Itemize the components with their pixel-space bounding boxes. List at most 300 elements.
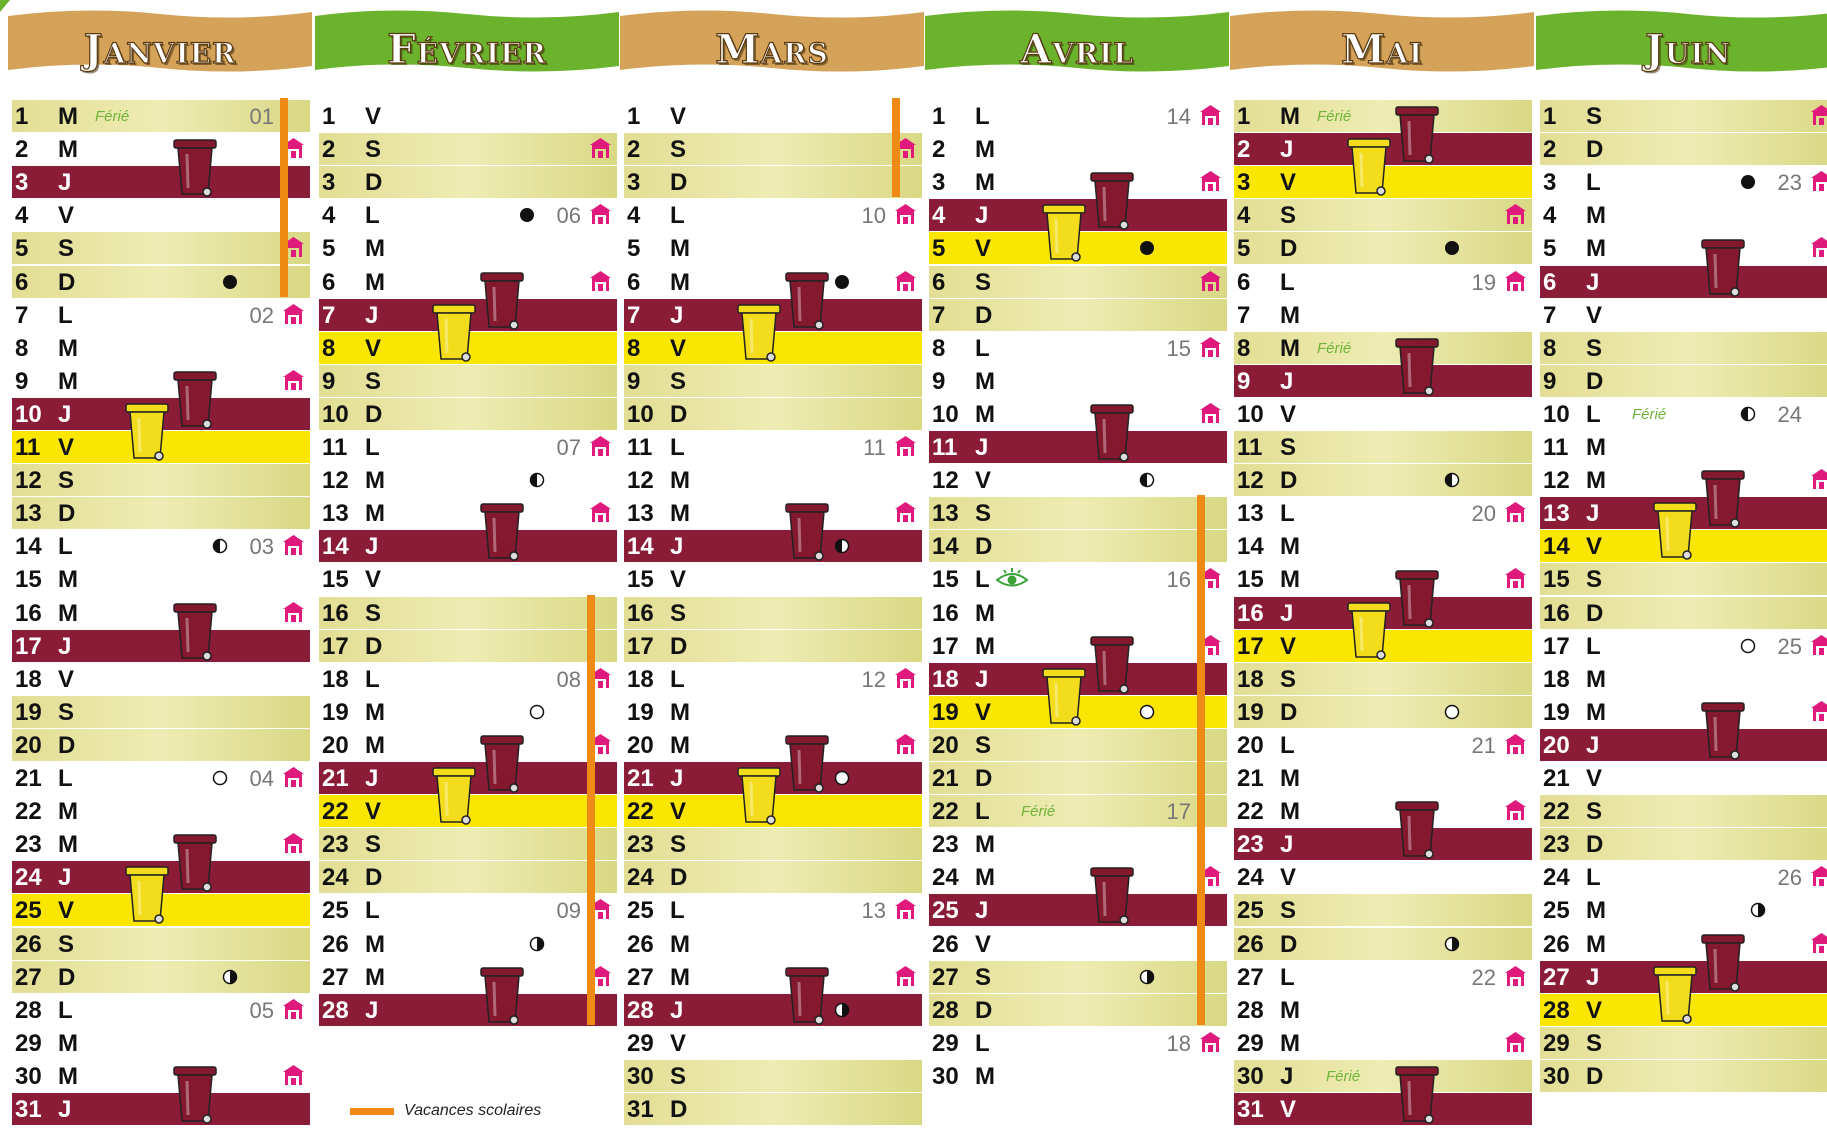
day-row[interactable]: [12, 1060, 310, 1092]
day-row[interactable]: [624, 663, 922, 695]
day-row[interactable]: [624, 597, 922, 629]
day-row[interactable]: [12, 166, 310, 198]
weekday-letter: L: [1280, 500, 1295, 528]
day-row[interactable]: [929, 166, 1227, 198]
day-row[interactable]: [1540, 894, 1827, 926]
day-row[interactable]: [319, 861, 617, 893]
day-row[interactable]: [624, 133, 922, 165]
day-number: 25: [15, 897, 42, 925]
day-number: 6: [932, 268, 946, 296]
last-quarter-moon-icon: [1750, 902, 1766, 918]
weekday-letter: M: [1586, 897, 1606, 925]
day-row[interactable]: [929, 133, 1227, 165]
week-number: 01: [249, 104, 274, 129]
weekday-letter: M: [1280, 1029, 1300, 1057]
first-quarter-moon-icon: [1139, 472, 1155, 488]
day-row[interactable]: [1540, 365, 1827, 397]
weekday-letter: J: [670, 301, 684, 329]
weekday-letter: L: [975, 1029, 990, 1057]
day-row[interactable]: [12, 332, 310, 364]
day-row[interactable]: [1234, 994, 1532, 1026]
day-row[interactable]: [624, 729, 922, 761]
day-row[interactable]: [1540, 1027, 1827, 1059]
day-number: 12: [15, 467, 42, 495]
day-row[interactable]: [319, 133, 617, 165]
day-row[interactable]: [319, 530, 617, 562]
day-row[interactable]: [624, 894, 922, 926]
market-stall-icon: [1810, 236, 1827, 258]
weekday-letter: M: [58, 334, 78, 362]
day-row[interactable]: [929, 497, 1227, 529]
day-row[interactable]: [1540, 299, 1827, 331]
day-row[interactable]: [319, 166, 617, 198]
day-row[interactable]: [1234, 431, 1532, 463]
day-row[interactable]: [929, 1027, 1227, 1059]
weekday-letter: J: [975, 202, 989, 230]
day-row[interactable]: [1234, 696, 1532, 728]
day-number: 26: [932, 930, 959, 958]
day-number: 23: [1543, 831, 1570, 859]
day-row[interactable]: [624, 563, 922, 595]
day-row[interactable]: [929, 894, 1227, 926]
weekday-letter: S: [58, 467, 75, 495]
day-row[interactable]: [624, 266, 922, 298]
day-row[interactable]: [1234, 894, 1532, 926]
purple-trash-bin-icon: [1394, 1065, 1440, 1125]
day-number: 14: [932, 533, 959, 561]
day-number: 18: [1237, 665, 1264, 693]
day-row[interactable]: [12, 266, 310, 298]
market-stall-icon: [1504, 965, 1527, 987]
day-row[interactable]: [624, 431, 922, 463]
day-row[interactable]: [319, 994, 617, 1026]
day-row[interactable]: [12, 563, 310, 595]
week-number: 08: [556, 666, 581, 692]
holiday-label: Férié: [1326, 1067, 1361, 1085]
day-row[interactable]: [12, 663, 310, 695]
day-row[interactable]: [12, 464, 310, 496]
market-stall-icon: [1810, 700, 1827, 722]
weekday-letter: D: [975, 765, 993, 792]
day-number: 13: [1237, 500, 1264, 528]
day-row[interactable]: [1540, 232, 1827, 264]
yellow-trash-bin-icon: [124, 865, 170, 925]
day-row[interactable]: [12, 597, 310, 629]
day-row[interactable]: [929, 597, 1227, 629]
weekday-letter: M: [1280, 301, 1300, 329]
purple-trash-bin-icon: [1089, 635, 1135, 695]
day-row[interactable]: [929, 961, 1227, 993]
day-row[interactable]: [12, 100, 310, 132]
weekday-letter: M: [1280, 103, 1300, 130]
purple-trash-bin-icon: [479, 966, 525, 1026]
day-number: 21: [627, 765, 654, 792]
market-stall-icon: [894, 270, 917, 292]
market-stall-icon: [1199, 104, 1222, 126]
day-number: 2: [1237, 136, 1251, 164]
day-number: 5: [627, 235, 641, 263]
weekday-letter: M: [365, 731, 385, 759]
weekday-letter: D: [670, 400, 688, 428]
weekday-letter: D: [58, 500, 76, 528]
day-row[interactable]: [624, 497, 922, 529]
day-number: 26: [1543, 930, 1570, 958]
day-row[interactable]: [1540, 332, 1827, 364]
day-row[interactable]: [319, 464, 617, 496]
purple-trash-bin-icon: [172, 833, 218, 893]
day-row[interactable]: [1234, 299, 1532, 331]
weekday-letter: L: [670, 434, 685, 461]
day-row[interactable]: [1540, 133, 1827, 165]
day-row[interactable]: [319, 266, 617, 298]
weekday-letter: D: [975, 301, 993, 329]
day-row[interactable]: [319, 630, 617, 662]
day-number: 13: [322, 500, 349, 528]
week-number: 16: [1166, 567, 1191, 593]
day-row[interactable]: [1540, 199, 1827, 231]
day-row[interactable]: [12, 696, 310, 728]
day-row[interactable]: [319, 663, 617, 695]
day-row[interactable]: [624, 961, 922, 993]
day-number: 29: [1543, 1029, 1570, 1057]
day-row[interactable]: [1234, 232, 1532, 264]
day-number: 19: [322, 698, 349, 726]
day-row[interactable]: [929, 861, 1227, 893]
weekday-letter: M: [365, 930, 385, 958]
day-row[interactable]: [12, 299, 310, 331]
day-row[interactable]: [319, 828, 617, 860]
market-stall-icon: [894, 435, 917, 457]
weekday-letter: S: [1280, 202, 1297, 230]
day-row[interactable]: [12, 199, 310, 231]
day-row[interactable]: [12, 928, 310, 960]
day-row[interactable]: [12, 133, 310, 165]
day-row[interactable]: [929, 1060, 1227, 1092]
day-row[interactable]: [1234, 1093, 1532, 1125]
day-row[interactable]: [319, 928, 617, 960]
day-row[interactable]: [1540, 762, 1827, 794]
day-row[interactable]: [929, 398, 1227, 430]
day-row[interactable]: [319, 365, 617, 397]
day-row[interactable]: [1234, 497, 1532, 529]
month-name: Mai: [1340, 26, 1424, 73]
day-row[interactable]: [1234, 398, 1532, 430]
week-number: 23: [1777, 170, 1802, 196]
market-stall-icon: [1810, 104, 1827, 126]
weekday-letter: L: [670, 202, 685, 230]
weekday-letter: V: [1280, 632, 1297, 660]
day-row[interactable]: [1540, 266, 1827, 298]
day-row[interactable]: [1540, 166, 1827, 198]
purple-trash-bin-icon: [1394, 105, 1440, 165]
day-number: 12: [1237, 467, 1264, 495]
weekday-letter: J: [975, 897, 989, 925]
weekday-letter: D: [1586, 1062, 1604, 1090]
day-row[interactable]: [1540, 630, 1827, 662]
market-stall-icon: [589, 270, 612, 292]
day-row[interactable]: [1234, 1060, 1532, 1092]
day-row[interactable]: [929, 762, 1227, 794]
day-row[interactable]: [624, 1093, 922, 1125]
day-row[interactable]: [12, 795, 310, 827]
day-row[interactable]: [1540, 398, 1827, 430]
weekday-letter: S: [365, 599, 382, 627]
weekday-letter: M: [670, 698, 690, 726]
day-row[interactable]: [929, 994, 1227, 1026]
weekday-letter: J: [975, 434, 989, 461]
weekday-letter: V: [1586, 765, 1603, 792]
day-row[interactable]: [1540, 1060, 1827, 1092]
weekday-letter: V: [365, 798, 382, 826]
day-row[interactable]: [1234, 928, 1532, 960]
weekday-letter: S: [670, 367, 687, 395]
day-row[interactable]: [12, 994, 310, 1026]
market-stall-icon: [282, 601, 305, 623]
day-row[interactable]: [1234, 563, 1532, 595]
weekday-letter: J: [1280, 367, 1294, 395]
day-number: 12: [627, 467, 654, 495]
day-row[interactable]: [319, 398, 617, 430]
day-number: 14: [1237, 533, 1264, 561]
day-row[interactable]: [1234, 332, 1532, 364]
day-row[interactable]: [1540, 597, 1827, 629]
day-row[interactable]: [1234, 663, 1532, 695]
day-row[interactable]: [12, 1093, 310, 1125]
day-number: 7: [1237, 301, 1251, 329]
day-row[interactable]: [624, 100, 922, 132]
day-row[interactable]: [929, 464, 1227, 496]
weekday-letter: S: [670, 831, 687, 859]
last-quarter-moon-icon: [222, 969, 238, 985]
day-row[interactable]: [624, 365, 922, 397]
day-row[interactable]: [319, 497, 617, 529]
day-row[interactable]: [624, 199, 922, 231]
day-number: 1: [932, 103, 946, 130]
day-row[interactable]: [12, 530, 310, 562]
weekday-letter: L: [365, 434, 380, 461]
day-number: 22: [1543, 798, 1570, 826]
day-row[interactable]: [624, 398, 922, 430]
day-row[interactable]: [624, 994, 922, 1026]
day-row[interactable]: [624, 630, 922, 662]
market-stall-icon: [282, 534, 305, 556]
day-row[interactable]: [1540, 696, 1827, 728]
day-number: 5: [15, 235, 29, 263]
day-row[interactable]: [12, 630, 310, 662]
day-row[interactable]: [1234, 861, 1532, 893]
day-row[interactable]: [624, 1060, 922, 1092]
weekday-letter: M: [365, 235, 385, 263]
day-row[interactable]: [12, 497, 310, 529]
market-stall-icon: [894, 898, 917, 920]
weekday-letter: M: [1586, 235, 1606, 263]
weekday-letter: V: [1280, 400, 1297, 428]
market-stall-icon: [1504, 501, 1527, 523]
day-row[interactable]: [319, 232, 617, 264]
day-number: 30: [932, 1062, 959, 1090]
day-row[interactable]: [1540, 729, 1827, 761]
yellow-trash-bin-icon: [1346, 601, 1392, 661]
weekday-letter: J: [58, 1096, 72, 1123]
month-banner-1: [315, 8, 619, 74]
day-number: 21: [1237, 765, 1264, 792]
day-number: 25: [932, 897, 959, 925]
weekday-letter: D: [1280, 467, 1298, 495]
day-row[interactable]: [929, 630, 1227, 662]
day-row[interactable]: [319, 961, 617, 993]
market-stall-icon: [1504, 270, 1527, 292]
day-number: 17: [932, 632, 959, 660]
weekday-letter: J: [365, 533, 379, 561]
day-row[interactable]: [624, 464, 922, 496]
day-row[interactable]: [624, 696, 922, 728]
day-row[interactable]: [1234, 365, 1532, 397]
day-row[interactable]: [1540, 563, 1827, 595]
weekday-letter: D: [670, 169, 688, 197]
weekday-letter: M: [365, 268, 385, 296]
day-row[interactable]: [929, 299, 1227, 331]
day-row[interactable]: [1234, 795, 1532, 827]
day-number: 23: [932, 831, 959, 859]
market-stall-icon: [1504, 203, 1527, 225]
day-number: 30: [1237, 1062, 1264, 1090]
day-row[interactable]: [319, 894, 617, 926]
day-row[interactable]: [929, 100, 1227, 132]
day-row[interactable]: [624, 166, 922, 198]
day-row[interactable]: [929, 795, 1227, 827]
day-row[interactable]: [929, 563, 1227, 595]
weekday-letter: M: [58, 103, 78, 130]
market-stall-icon: [1199, 170, 1222, 192]
day-number: 18: [627, 665, 654, 693]
day-row[interactable]: [12, 232, 310, 264]
weekday-letter: M: [975, 632, 995, 660]
day-row[interactable]: [12, 762, 310, 794]
day-row[interactable]: [929, 928, 1227, 960]
weekday-letter: V: [670, 103, 687, 130]
market-stall-icon: [1504, 567, 1527, 589]
day-row[interactable]: [319, 100, 617, 132]
day-number: 16: [627, 599, 654, 627]
day-row[interactable]: [319, 199, 617, 231]
day-number: 28: [15, 996, 42, 1024]
day-number: 24: [627, 864, 654, 892]
day-row[interactable]: [1234, 100, 1532, 132]
day-row[interactable]: [12, 961, 310, 993]
yellow-trash-bin-icon: [1346, 137, 1392, 197]
weekday-letter: M: [1280, 533, 1300, 561]
weekday-letter: M: [975, 599, 995, 627]
day-row[interactable]: [319, 563, 617, 595]
day-number: 31: [1237, 1096, 1264, 1123]
day-row[interactable]: [624, 828, 922, 860]
week-number: 14: [1166, 104, 1191, 129]
market-stall-icon: [589, 203, 612, 225]
weekday-letter: V: [58, 202, 75, 230]
day-row[interactable]: [624, 530, 922, 562]
day-row[interactable]: [1540, 861, 1827, 893]
month-name: Juin: [1644, 26, 1732, 73]
week-number: 12: [861, 666, 886, 692]
weekday-letter: L: [975, 798, 990, 826]
weekday-letter: J: [58, 864, 72, 892]
day-row[interactable]: [1540, 464, 1827, 496]
day-row[interactable]: [1234, 1027, 1532, 1059]
weekday-letter: L: [670, 665, 685, 693]
day-number: 3: [15, 169, 29, 197]
month-name: Janvier: [83, 26, 237, 73]
full-moon-icon: [529, 704, 545, 720]
day-row[interactable]: [929, 332, 1227, 364]
day-row[interactable]: [624, 861, 922, 893]
day-row[interactable]: [929, 266, 1227, 298]
week-number: 24: [1777, 401, 1802, 427]
day-row[interactable]: [929, 729, 1227, 761]
day-row[interactable]: [929, 530, 1227, 562]
day-row[interactable]: [1540, 663, 1827, 695]
day-row[interactable]: [1540, 928, 1827, 960]
day-row[interactable]: [1540, 100, 1827, 132]
weekday-letter: D: [1280, 698, 1298, 726]
weekday-letter: V: [975, 235, 992, 263]
day-row[interactable]: [1234, 530, 1532, 562]
weekday-letter: M: [1586, 698, 1606, 726]
weekday-letter: D: [670, 632, 688, 660]
purple-trash-bin-icon: [1089, 171, 1135, 231]
day-number: 5: [1237, 235, 1251, 263]
day-number: 10: [1237, 400, 1264, 428]
day-row[interactable]: [1234, 464, 1532, 496]
day-row[interactable]: [929, 431, 1227, 463]
market-stall-icon: [1810, 634, 1827, 656]
day-row[interactable]: [319, 729, 617, 761]
day-row[interactable]: [1234, 729, 1532, 761]
week-number: 10: [861, 203, 886, 229]
weekday-letter: S: [1586, 334, 1603, 362]
day-row[interactable]: [624, 232, 922, 264]
day-row[interactable]: [624, 1027, 922, 1059]
day-row[interactable]: [1540, 795, 1827, 827]
day-row[interactable]: [929, 365, 1227, 397]
day-number: 9: [15, 367, 29, 395]
day-number: 9: [627, 367, 641, 395]
day-number: 24: [932, 864, 959, 892]
day-number: 21: [15, 765, 42, 792]
day-row[interactable]: [319, 696, 617, 728]
new-moon-icon: [834, 274, 850, 290]
weekday-letter: V: [975, 698, 992, 726]
day-row[interactable]: [1540, 431, 1827, 463]
day-row[interactable]: [319, 431, 617, 463]
day-row[interactable]: [1234, 762, 1532, 794]
day-row[interactable]: [12, 729, 310, 761]
day-row[interactable]: [1540, 828, 1827, 860]
day-row[interactable]: [319, 597, 617, 629]
day-row[interactable]: [1234, 961, 1532, 993]
market-stall-icon: [894, 667, 917, 689]
market-stall-icon: [589, 501, 612, 523]
day-row[interactable]: [1234, 199, 1532, 231]
day-row[interactable]: [1234, 266, 1532, 298]
day-row[interactable]: [1234, 828, 1532, 860]
day-row[interactable]: [12, 1027, 310, 1059]
day-row[interactable]: [624, 928, 922, 960]
week-number: 20: [1471, 501, 1496, 527]
day-row[interactable]: [12, 365, 310, 397]
day-row[interactable]: [12, 828, 310, 860]
day-row[interactable]: [929, 828, 1227, 860]
weekday-letter: J: [670, 765, 684, 792]
